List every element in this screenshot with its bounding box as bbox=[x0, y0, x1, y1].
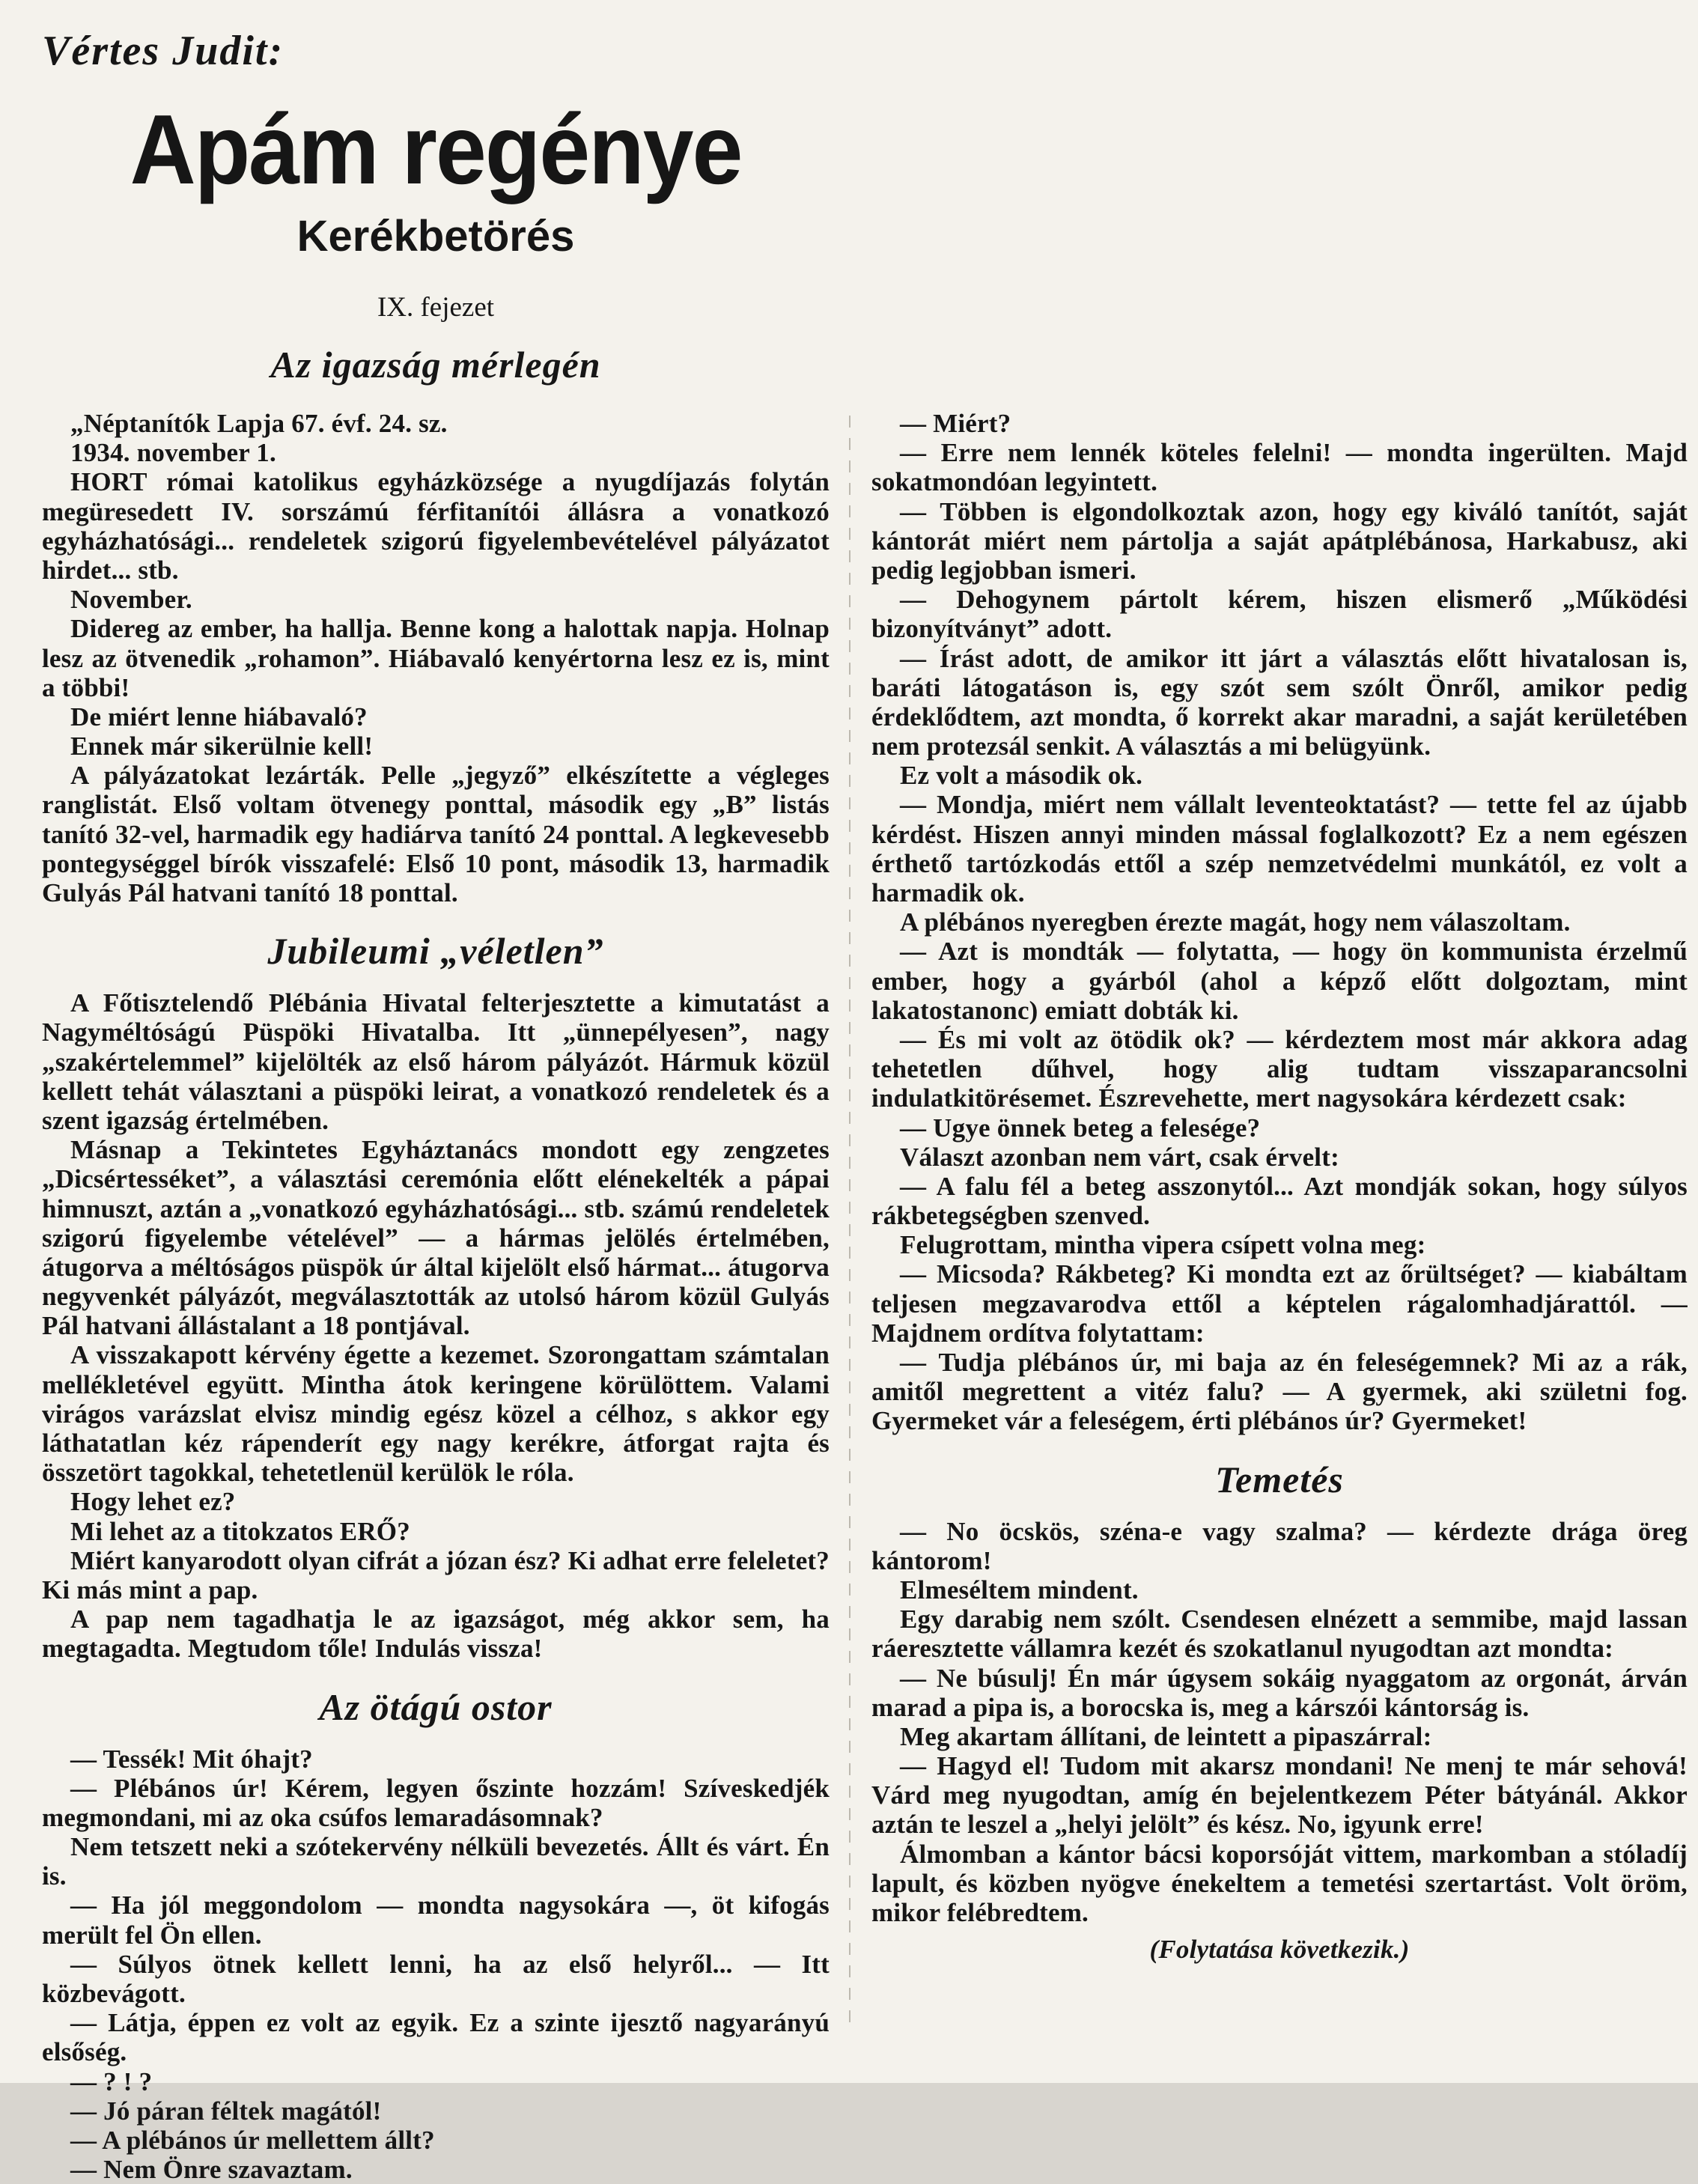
article-subtitle: Kerékbetörés bbox=[296, 212, 575, 261]
paragraph: — Hagyd el! Tudom mit akarsz mondani! Ne menj te már sehová! Várd meg nyugodtan, amíg én bejelentkezem Péter bátyánál. Akkor aztán te leszel a „helyi jelölt” és kész. No, igyunk erre! bbox=[871, 1751, 1688, 1840]
paragraph: — Jó páran féltek magától! bbox=[70, 2096, 382, 2126]
paragraph: Elmeséltem mindent. bbox=[900, 1575, 1139, 1604]
paragraph: Miért kanyarodott olyan cifrát a józan ész? Ki adhat erre feleletet? Ki más mint a pap. bbox=[42, 1545, 830, 1604]
section-heading-az-igazsag-merlegen: Az igazság mérlegén bbox=[270, 344, 601, 386]
paragraph: — ? ! ? bbox=[70, 2066, 153, 2096]
paragraph: — Ha jól meggondolom — mondta nagysokára —, öt kifogás merült fel Ön ellen. bbox=[42, 1891, 830, 1950]
paragraph: Választ azonban nem várt, csak érvelt: bbox=[900, 1142, 1339, 1172]
paragraph: — No öcskös, széna-e vagy szalma? — kérdezte drága öreg kántorom! bbox=[871, 1516, 1688, 1575]
paragraph: — Tudja plébános úr, mi baja az én feleségemnek? Mi az a rák, amitől megrettent a vitéz falu? — A gyermek, aki születni fog. Gyermeket vár a feleségem, érti plébános úr? Gyermeket! bbox=[871, 1348, 1688, 1436]
paragraph: — És mi volt az ötödik ok? — kérdeztem most már akkora adag tehetetlen dűhvel, hogy alig tudtam visszaparancsolni indulatkitörésemet. Észrevehette, mert nagysokára kérdezett csak: bbox=[871, 1024, 1688, 1113]
right-column bbox=[849, 27, 1688, 1964]
paragraph: Másnap a Tekintetes Egyháztanács mondott egy zengzetes „Dicsértesséket”, a választási ceremónia előtt elénekelték a pápai himnuszt, aztán a „vonatkozó egyházhatósági... stb. számú rendeletek szigorú figyelembe vételével” — a hármas jelölés értelmében, átugorva a méltóságos püspök úr által kijelölt első hármat... átugorva negyvenkét pályázót, megválasztották az utolsó három közül Gulyás Pál hatvani állástalant a 18 pontjával. bbox=[42, 1135, 830, 1341]
paragraph: A plébános nyeregben érezte magát, hogy nem válaszoltam. bbox=[900, 907, 1571, 937]
paragraph: Meg akartam állítani, de leintett a pipaszárral: bbox=[900, 1721, 1432, 1751]
paragraph: — Azt is mondták — folytatta, — hogy ön kommunista érzelmű ember, hogy a gyárból (ahol a képző előtt dolgoztam, mint lakatostanonc) emiatt dobták ki. bbox=[871, 937, 1688, 1025]
paragraph: — Erre nem lennék köteles felelni! — mondta ingerülten. Majd sokatmondóan legyintett. bbox=[871, 438, 1688, 497]
chapter-label: IX. fejezet bbox=[377, 292, 495, 323]
column-divider bbox=[849, 416, 850, 2025]
paragraph: — Nem Önre szavaztam. bbox=[70, 2155, 353, 2184]
paragraph: Didereg az ember, ha hallja. Benne kong a halottak napja. Holnap lesz az ötvenedik „rohamon”. Hiábavaló kenyértorna lesz ez is, mint a többi! bbox=[42, 614, 830, 702]
paragraph: A Főtisztelendő Plébánia Hivatal felterjesztette a kimutatást a Nagyméltóságú Püspöki Hivatalba. Itt „ünnepélyesen”, nagy „szakértelemmel” kijelölték az első három pályázót. Hármuk közül kellett tehát választani a püspöki leirat, a vonatkozó rendeletek és a szent igazság értelmében. bbox=[42, 988, 830, 1135]
paragraph: Egy darabig nem szólt. Csendesen elnézett a semmibe, majd lassan ráeresztette vállamra kezét és szokatlanul nyugodtan azt mondta: bbox=[871, 1604, 1688, 1664]
paragraph: — Írást adott, de amikor itt járt a választás előtt hivatalosan is, baráti látogatáson is, egy szót sem szólt Önről, amikor pedig érdeklődtem, azt mondta, ő korrekt akar maradni, a saját kerületében nem protezsál senkit. A választás a mi belügyünk. bbox=[871, 643, 1688, 761]
paragraph: — Dehogynem pártolt kérem, hiszen elismerő „Működési bizonyítványt” adott. bbox=[871, 585, 1688, 644]
left-column-text bbox=[42, 409, 830, 2184]
paragraph: Ennek már sikerülnie kell! bbox=[70, 731, 374, 761]
paragraph: Felugrottam, mintha vipera csípett volna meg: bbox=[900, 1230, 1426, 1260]
paragraph: — Mondja, miért nem vállalt leventeoktatást? — tette fel az újabb kérdést. Hiszen annyi minden mással foglalkozott? Ez a nem egészen érthető tartózkodás ettől a szép nemzetvédelmi munkától, ez volt a harmadik ok. bbox=[871, 790, 1688, 907]
paragraph: — Látja, éppen ez volt az egyik. Ez a szinte ijesztő nagyarányú elsőség. bbox=[42, 2008, 830, 2067]
paragraph: Mi lehet az a titokzatos ERŐ? bbox=[70, 1516, 410, 1546]
paragraph: — Miért? bbox=[900, 409, 1011, 438]
article-title: Apám regénye bbox=[130, 94, 742, 205]
article-header bbox=[42, 27, 830, 386]
article-columns bbox=[42, 27, 1688, 2184]
paragraph: November. bbox=[70, 585, 192, 615]
left-column bbox=[42, 27, 830, 2184]
section-heading: Temetés bbox=[1215, 1458, 1344, 1500]
paragraph: — Ugye önnek beteg a felesége? bbox=[900, 1113, 1261, 1143]
paragraph: — Súlyos ötnek kellett lenni, ha az első helyről... — Itt közbevágott. bbox=[42, 1949, 830, 2008]
right-column-text bbox=[871, 409, 1688, 1964]
paragraph: — Micsoda? Rákbeteg? Ki mondta ezt az őrültséget? — kiabáltam teljesen megzavarodva ettől a képtelen rágalomhadjárattól. — Majdnem ordítva folytattam: bbox=[871, 1259, 1688, 1348]
paragraph: Hogy lehet ez? bbox=[70, 1487, 236, 1517]
paragraph: Nem tetszett neki a szótekervény nélküli bevezetés. Állt és várt. Én is. bbox=[42, 1832, 830, 1891]
paragraph: „Néptanítók Lapja 67. évf. 24. sz. bbox=[70, 409, 448, 438]
paragraph: — A plébános úr mellettem állt? bbox=[70, 2125, 435, 2155]
paragraph: — Plébános úr! Kérem, legyen őszinte hozzám! Szíveskedjék megmondani, mi az oka csúfos lemaradásomnak? bbox=[42, 1773, 830, 1832]
paragraph: — A falu fél a beteg asszonytól... Azt mondják sokan, hogy súlyos rákbetegségben szenved. bbox=[871, 1171, 1688, 1231]
paragraph: HORT római katolikus egyházközsége a nyugdíjazás folytán megüresedett IV. sorszámú férfitanítói állásra a vonatkozó egyházhatósági... rendeletek szigorú figyelembevételével pályázatot hirdet... stb. bbox=[42, 467, 830, 585]
paragraph: De miért lenne hiábavaló? bbox=[70, 702, 368, 731]
paragraph: 1934. november 1. bbox=[70, 438, 276, 468]
paragraph: — Ne búsulj! Én már úgysem sokáig nyaggatom az orgonát, árván marad a pipa is, a borocska is, meg a kárszói kántorság is. bbox=[871, 1663, 1688, 1722]
paragraph: A pap nem tagadhatja le az igazságot, még akkor sem, ha megtagadta. Megtudom tőle! Indulás vissza! bbox=[42, 1604, 830, 1664]
continuation-note: (Folytatása következik.) bbox=[1149, 1935, 1410, 1965]
paragraph: — Többen is elgondolkoztak azon, hogy egy kiváló tanítót, saját kántorát miért nem pártolja a saját apátplébánosa, Harkabusz, aki pedig legjobban ismeri. bbox=[871, 496, 1688, 585]
paragraph: — Tessék! Mit óhajt? bbox=[70, 1744, 313, 1774]
paragraph: A pályázatokat lezárták. Pelle „jegyző” elkészítette a végleges ranglistát. Első voltam ötvenegy ponttal, második egy „B” listás tanító 32-vel, harmadik egy hadiárva tanító 24 ponttal. A legkevesebb pontegységgel bírók visszafelé: Első 10 pont, második 13, harmadik Gulyás Pál hatvani tanító 18 ponttal. bbox=[42, 761, 830, 907]
byline: Vértes Judit: bbox=[42, 28, 284, 74]
section-heading: Jubileumi „véletlen” bbox=[267, 930, 604, 973]
paragraph: Álmomban a kántor bácsi koporsóját vittem, markomban a stóladíj lapult, és közben nyögve énekeltem a temetési szertartást. Volt öröm, mikor felébredtem. bbox=[871, 1839, 1688, 1927]
paragraph: A visszakapott kérvény égette a kezemet. Szorongattam számtalan mellékletével együtt. Mintha átok keringene körülöttem. Valami virágos varázslat elvisz mindig egész közel a célhoz, s akkor egy láthatatlan kéz rápenderít egy nagy kerékre, átforgat rajta és összetört tagokkal, tehetetlenül kerülök le róla. bbox=[42, 1340, 830, 1488]
paragraph: Ez volt a második ok. bbox=[900, 761, 1143, 791]
section-heading: Az ötágú ostor bbox=[319, 1685, 553, 1728]
